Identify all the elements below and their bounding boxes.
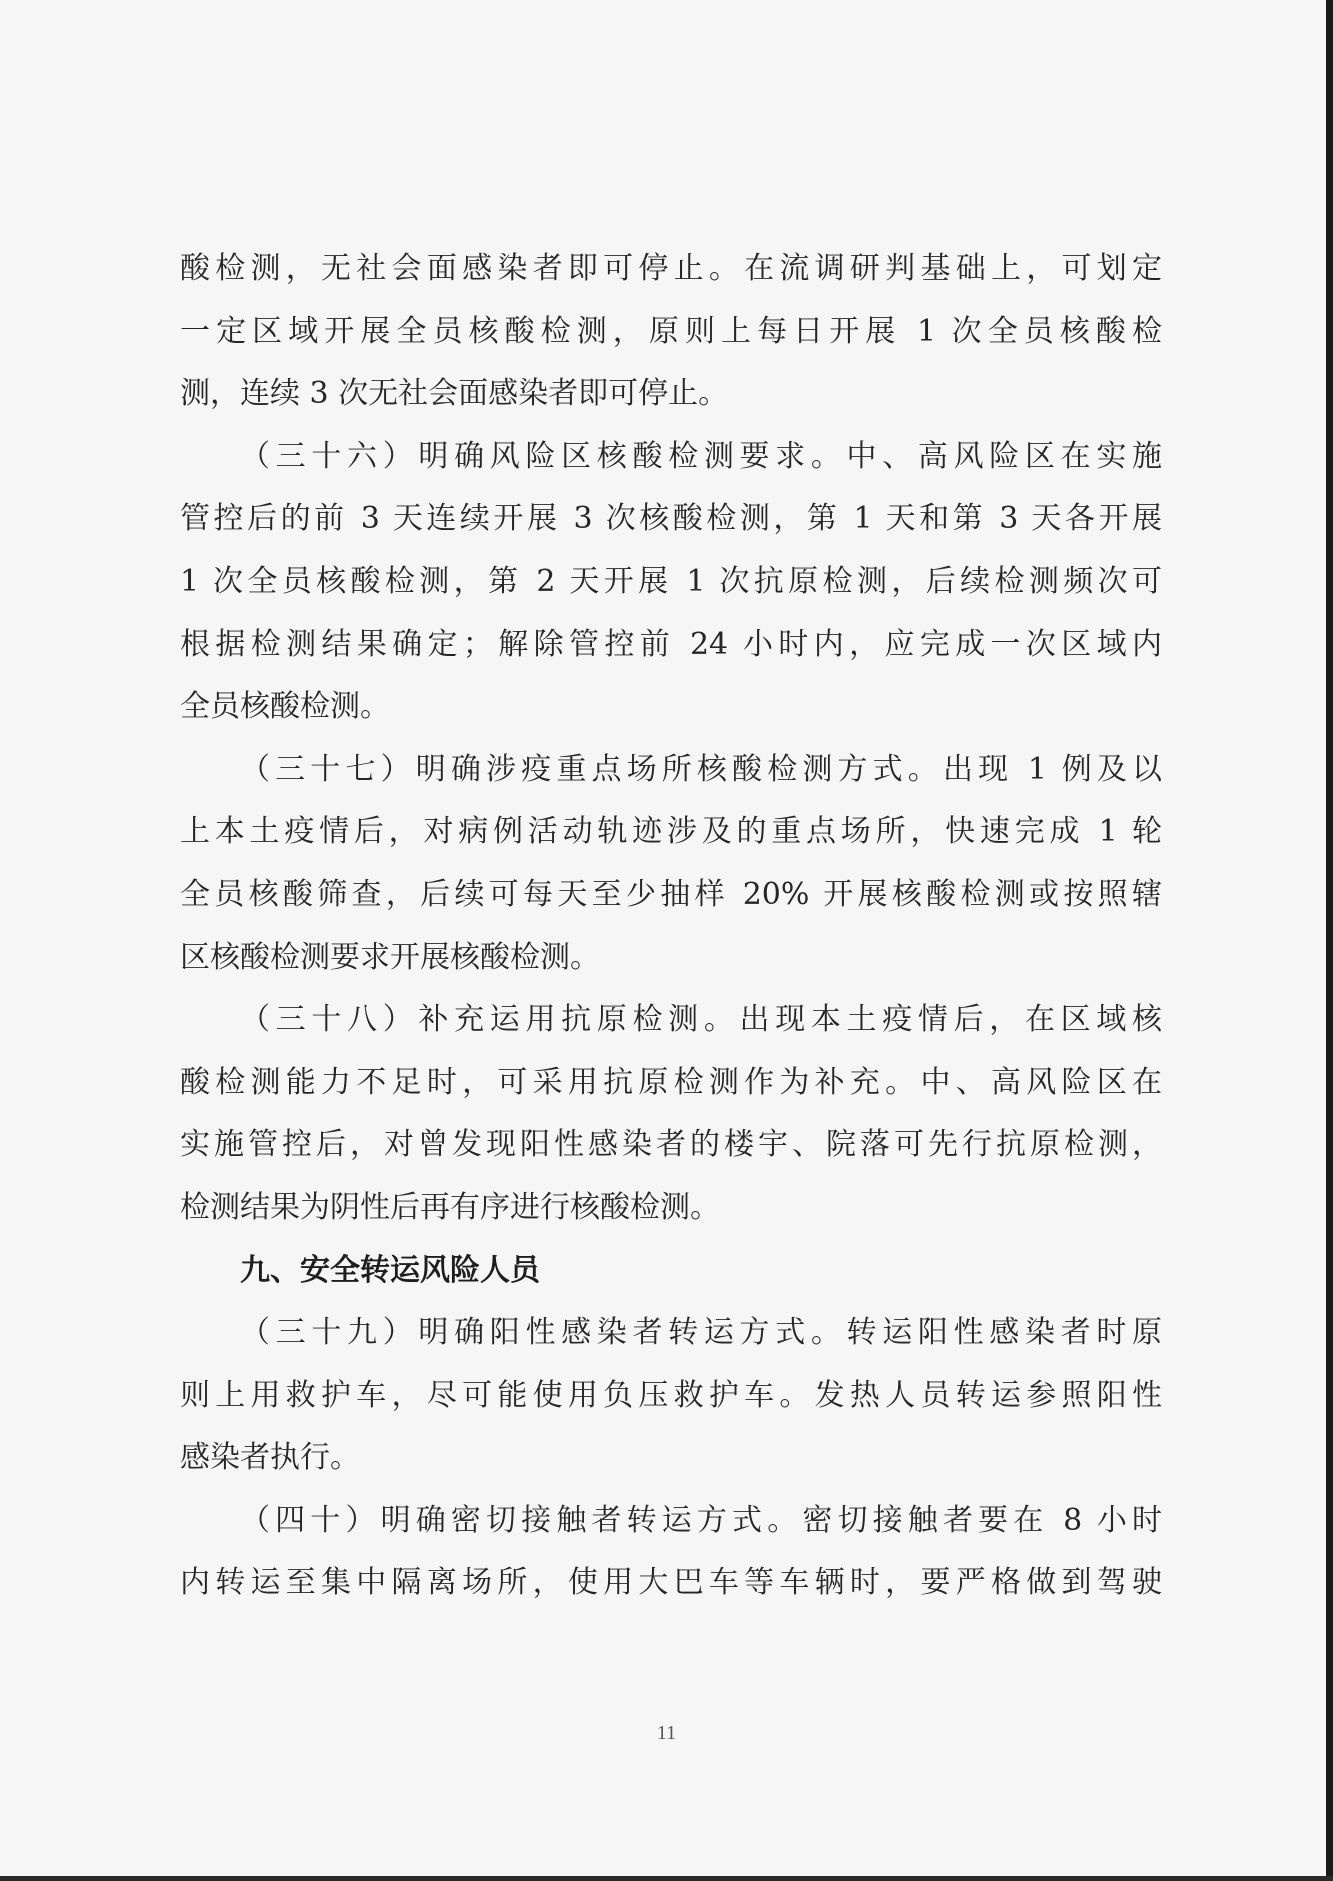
text-line: 全员核酸筛查，后续可每天至少抽样 20% 开展核酸检测或按照辖: [180, 876, 1162, 912]
section-heading: 九、安全转运风险人员: [240, 1252, 540, 1288]
scan-border-bottom: [0, 1876, 1333, 1881]
text-line: 酸检测能力不足时，可采用抗原检测作为补充。中、高风险区在: [180, 1064, 1162, 1100]
body-text: [180, 238, 1162, 1615]
paragraph-40-start: （四十）明确密切接触者转运方式。密切接触者要在 8 小时: [240, 1502, 1162, 1538]
text-line: 根据检测结果确定；解除管控前 24 小时内，应完成一次区域内: [180, 626, 1162, 662]
text-line: 酸检测，无社会面感染者即可停止。在流调研判基础上，可划定: [180, 251, 1162, 286]
text-line: 1 次全员核酸检测，第 2 天开展 1 次抗原检测，后续检测频次可: [180, 563, 1162, 599]
paragraph-39-start: （三十九）明确阳性感染者转运方式。转运阳性感染者时原: [240, 1315, 1162, 1351]
text-line: 测，连续 3 次无社会面感染者即可停止。: [180, 376, 729, 412]
paragraph-37-start: （三十七）明确涉疫重点场所核酸检测方式。出现 1 例及以: [240, 751, 1162, 787]
text-line: 检测结果为阴性后再有序进行核酸检测。: [180, 1189, 720, 1225]
text-line: 管控后的前 3 天连续开展 3 次核酸检测，第 1 天和第 3 天各开展: [180, 501, 1162, 537]
scan-border-right: [1326, 0, 1333, 1881]
text-line: 一定区域开展全员核酸检测，原则上每日开展 1 次全员核酸检: [180, 313, 1162, 349]
text-line: 上本土疫情后，对病例活动轨迹涉及的重点场所，快速完成 1 轮: [180, 814, 1162, 850]
text-line: 实施管控后，对曾发现阳性感染者的楼宇、院落可先行抗原检测，: [180, 1127, 1162, 1163]
paragraph-38-start: （三十八）补充运用抗原检测。出现本土疫情后，在区域核: [240, 1002, 1162, 1038]
text-line: 则上用救护车，尽可能使用负压救护车。发热人员转运参照阳性: [180, 1377, 1162, 1413]
text-line: 感染者执行。: [180, 1440, 360, 1476]
paragraph-36-start: （三十六）明确风险区核酸检测要求。中、高风险区在实施: [240, 438, 1162, 474]
text-line: 全员核酸检测。: [180, 689, 390, 725]
page-number: 11: [656, 1722, 677, 1744]
text-line: 区核酸检测要求开展核酸检测。: [180, 939, 600, 975]
text-line: 内转运至集中隔离场所，使用大巴车等车辆时，要严格做到驾驶: [180, 1565, 1162, 1601]
